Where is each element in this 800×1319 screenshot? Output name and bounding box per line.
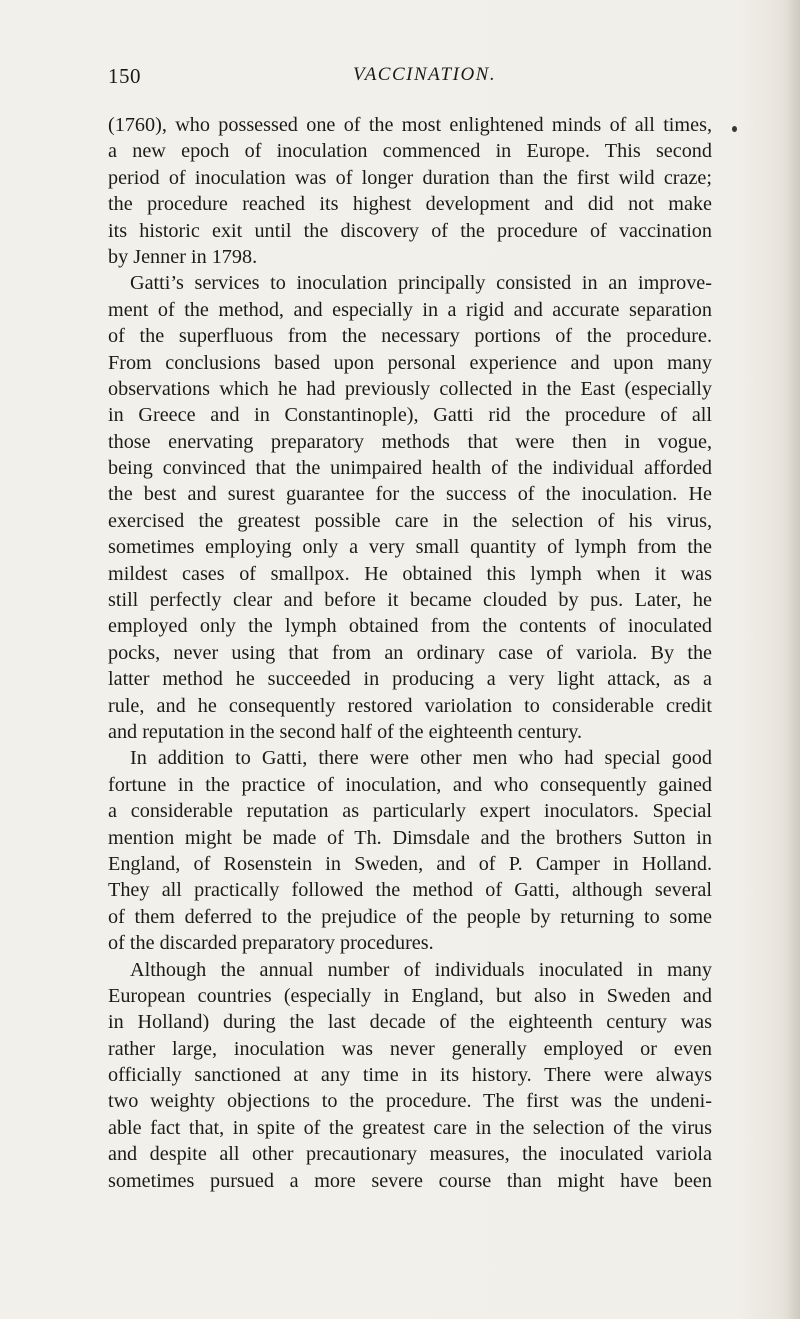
text-line: (1760), who possessed one of the most enlightened minds of all times, xyxy=(108,114,712,136)
text-line: in Holland) during the last decade of the eighteenth century was xyxy=(108,1011,712,1034)
text-line: of the superfluous from the necessary portions of the procedure. xyxy=(108,325,712,348)
text-line: Although the annual number of individuals inoculated in many xyxy=(130,958,712,981)
page-number: 150 xyxy=(108,64,141,88)
text-line: officially sanctioned at any time in its history. There were always xyxy=(108,1064,712,1087)
text-line: a new epoch of inoculation commenced in Europe. This second xyxy=(108,140,712,163)
text-line: pocks, never using that from an ordinary case of variola. By the xyxy=(108,641,712,664)
text-line: of them deferred to the prejudice of the people by returning to some xyxy=(108,905,712,928)
text-line: being convinced that the unimpaired health of the individual afforded xyxy=(108,457,712,480)
text-line: They all practically followed the method of Gatti, although several xyxy=(108,879,712,902)
paragraph xyxy=(108,957,712,1195)
text-line: ment of the method, and especially in a rigid and accurate separation xyxy=(108,298,712,321)
text-line: its historic exit until the discovery of the procedure of vaccination xyxy=(108,219,712,242)
text-line: mildest cases of smallpox. He obtained this lymph when it was xyxy=(108,562,712,585)
ink-speck xyxy=(732,126,737,132)
text-line: From conclusions based upon personal experience and upon many xyxy=(108,351,712,374)
text-line: Gatti’s services to inoculation principally consisted in an improve- xyxy=(130,272,712,295)
text-line: fortune in the practice of inoculation, and who consequently gained xyxy=(108,773,712,796)
text-line: two weighty objections to the procedure. The first was the undeni- xyxy=(108,1090,712,1113)
paragraph xyxy=(108,112,712,270)
text-line: mention might be made of Th. Dimsdale and the brothers Sutton in xyxy=(108,826,712,849)
text-line: still perfectly clear and before it became clouded by pus. Later, he xyxy=(108,589,712,612)
body-text xyxy=(108,112,712,1194)
text-line: observations which he had previously collected in the East (especially xyxy=(108,377,712,400)
text-line: exercised the greatest possible care in the selection of his virus, xyxy=(108,509,712,532)
text-line: rather large, inoculation was never generally employed or even xyxy=(108,1037,712,1060)
text-line: by Jenner in 1798. xyxy=(108,245,258,268)
text-line: and reputation in the second half of the eighteenth century. xyxy=(108,720,583,743)
page-header xyxy=(108,64,708,104)
text-line: England, of Rosenstein in Sweden, and of P. Camper in Holland. xyxy=(108,852,712,875)
text-line: period of inoculation was of longer duration than the first wild craze; xyxy=(108,166,712,189)
text-line: the best and surest guarantee for the success of the inoculation. He xyxy=(108,483,712,506)
text-line: of the discarded preparatory procedures. xyxy=(108,932,434,955)
text-line: employed only the lymph obtained from the contents of inoculated xyxy=(108,615,712,638)
text-line: sometimes pursued a more severe course than might have been xyxy=(108,1169,712,1192)
text-line: those enervating preparatory methods that were then in vogue, xyxy=(108,430,712,453)
paragraph xyxy=(108,745,712,956)
running-title: VACCINATION. xyxy=(353,64,497,85)
text-line: European countries (especially in England, but also in Sweden and xyxy=(108,984,712,1007)
text-line: latter method he succeeded in producing a very light attack, as a xyxy=(108,668,712,691)
text-line: rule, and he consequently restored variolation to considerable credit xyxy=(108,694,712,717)
page-edge-shadow xyxy=(786,0,800,1319)
text-line: in Greece and in Constantinople), Gatti rid the procedure of all xyxy=(108,404,712,427)
paragraph xyxy=(108,270,712,745)
text-line: and despite all other precautionary measures, the inoculated variola xyxy=(108,1143,712,1166)
text-line: the procedure reached its highest development and did not make xyxy=(108,193,712,216)
text-line: In addition to Gatti, there were other men who had special good xyxy=(130,747,712,770)
text-line: sometimes employing only a very small quantity of lymph from the xyxy=(108,536,712,559)
text-line: a considerable reputation as particularly expert inoculators. Special xyxy=(108,800,712,823)
text-line: able fact that, in spite of the greatest care in the selection of the virus xyxy=(108,1116,712,1139)
